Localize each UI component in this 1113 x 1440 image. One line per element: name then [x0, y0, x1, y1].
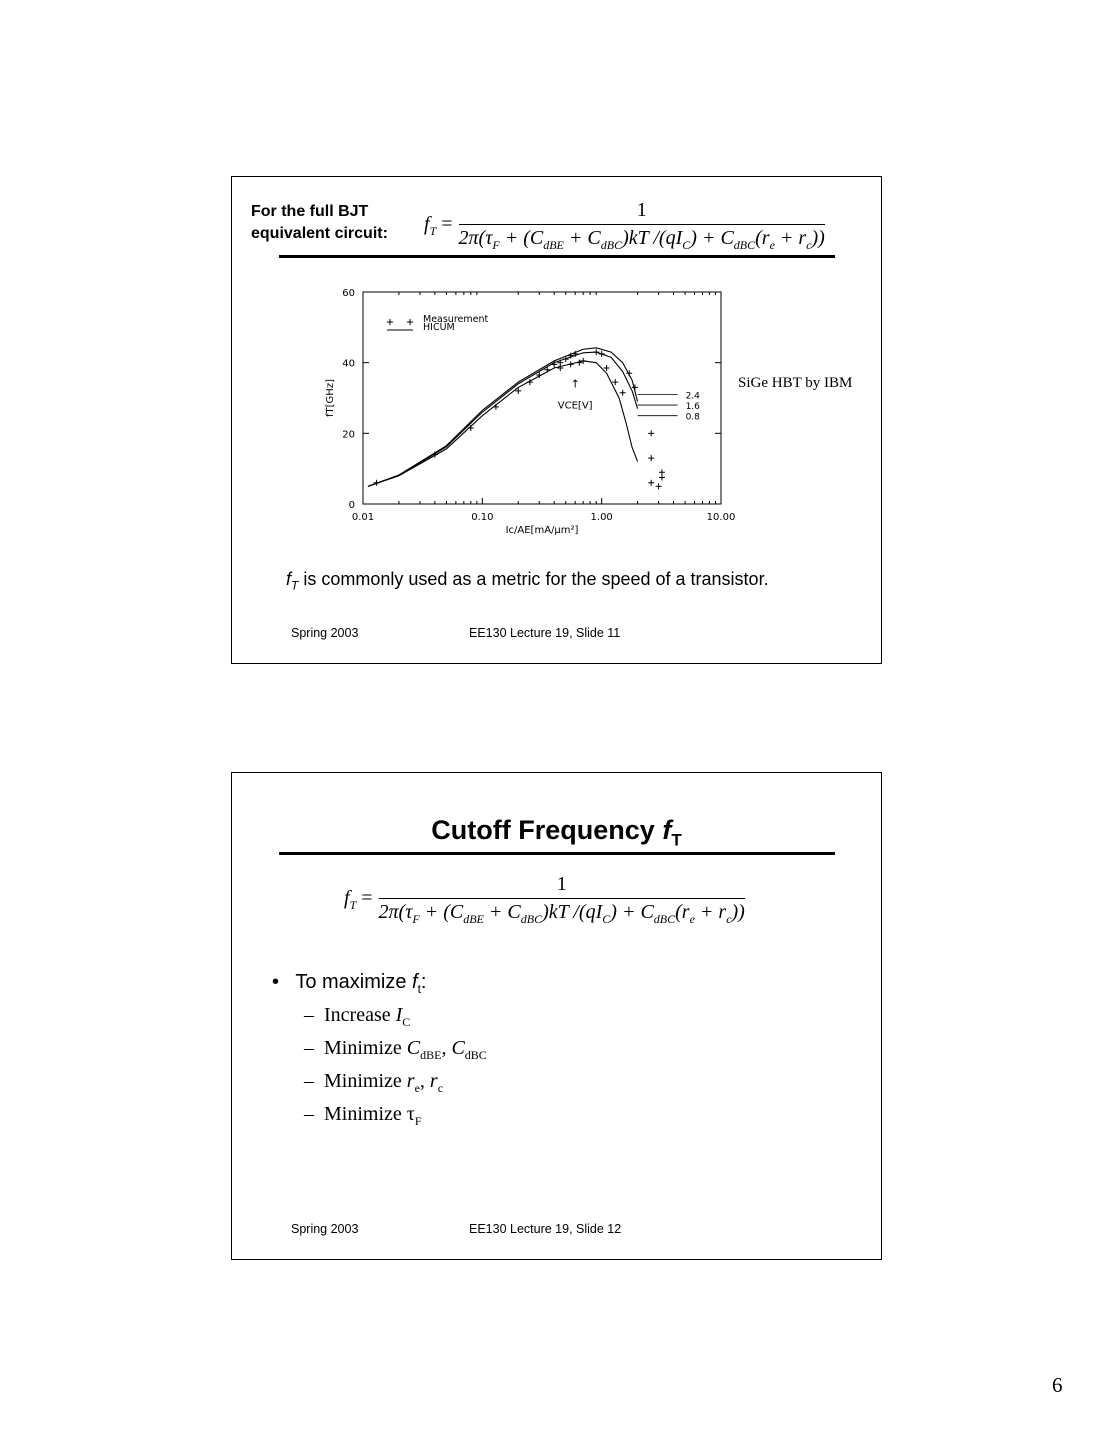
subscript: dBC [600, 238, 623, 252]
equation-denominator [379, 898, 745, 927]
measurement-point [648, 480, 654, 486]
measurement-point [593, 349, 599, 355]
equation-term: Increase [324, 1004, 396, 1026]
measurement-point [620, 390, 626, 396]
equation-term: r [429, 1070, 438, 1092]
legend-hicum: HICUM [423, 322, 455, 333]
y-axis-label: fT[GHz] [325, 379, 336, 417]
measurement-point [648, 430, 654, 436]
subscript: e [414, 1081, 420, 1095]
subscript: dBC [464, 1048, 487, 1062]
bjt-label-line2: equivalent circuit: [251, 225, 388, 242]
x-tick-label: 1.00 [590, 512, 613, 523]
equation-lhs: $f_T$ = [424, 213, 453, 238]
caption: $f_T$ is commonly used as a metric for the speed of a transistor. [286, 569, 769, 593]
subscript: e [689, 912, 695, 926]
measurement-point [604, 365, 610, 371]
series-label: 0.8 [685, 412, 700, 423]
ft-vs-ic-chart [307, 277, 747, 547]
equation-term: Minimize [324, 1037, 407, 1059]
equation-term: + C [483, 901, 521, 923]
equation-term: + (C [419, 901, 464, 923]
subscript: dBE [463, 912, 484, 926]
equation-term: Minimize τ [324, 1103, 415, 1125]
measurement-point [659, 475, 665, 481]
footer-slide: EE130 Lecture 19, Slide 12 [469, 1222, 622, 1236]
subscript: dBC [520, 912, 543, 926]
equation-term: + r [694, 901, 727, 923]
equation-term: ) + C [690, 227, 734, 249]
equation-term: C [451, 1037, 465, 1059]
bullet-item: • To maximize $f_t$: [272, 971, 427, 996]
footer-date: Spring 2003 [291, 626, 359, 640]
equation-term: , [419, 1070, 430, 1092]
measurement-point [557, 360, 563, 366]
subscript: F [412, 912, 420, 926]
equation-term: )) [811, 227, 825, 249]
equation-term: )kT /(qI [542, 901, 603, 923]
legend-measurement: Measurement [423, 314, 489, 325]
legend-measurement-marker [387, 319, 413, 325]
subscript: C [402, 1015, 411, 1029]
subscript: C [682, 238, 691, 252]
equation-term: )kT /(qI [622, 227, 683, 249]
equation-term: r [406, 1070, 415, 1092]
subscript: F [492, 238, 500, 252]
equation-term: I [395, 1004, 403, 1026]
measurement-point [493, 404, 499, 410]
hicum-curve-2.4 [368, 348, 638, 487]
measurement-point [659, 469, 665, 475]
vce-arrow-icon: ↑ [570, 377, 580, 391]
equation-term: , [441, 1037, 452, 1059]
equation-term: ) + C [610, 901, 654, 923]
equation-term: + r [774, 227, 807, 249]
equation-term: C [406, 1037, 421, 1059]
slide-12 [231, 772, 882, 1260]
equation-term: + (C [499, 227, 544, 249]
equation-term: 2π(τ [378, 901, 413, 923]
subscript: dBC [653, 912, 676, 926]
measurement-point [612, 379, 618, 385]
subscript: c [437, 1081, 444, 1095]
vce-annotation: VCE[V] [557, 400, 593, 412]
ft-equation: $f_T$ = $\frac{1}{2\pi(\tau_F + (C_{dBE} + C_{dBC})kT /(qI_C) + C_{dBC}(r_e + r_c))}$ [344, 873, 745, 926]
x-axis-label: Ic/AE[mA/μm²] [505, 525, 579, 536]
equation-term: (r [755, 227, 770, 249]
subscript: c [806, 238, 812, 252]
series-label: 2.4 [685, 391, 700, 402]
slide-11 [231, 176, 882, 664]
measurement-point [374, 480, 380, 486]
y-tick-label: 40 [342, 358, 355, 370]
ft-equation [424, 199, 825, 253]
footer-slide: EE130 Lecture 19, Slide 11 [469, 626, 621, 640]
side-note: SiGe HBT by IBM [738, 375, 853, 391]
measurement-point [656, 483, 662, 489]
measurement-point [632, 384, 638, 390]
subscript: dBE [420, 1048, 442, 1062]
y-tick-label: 60 [342, 288, 355, 299]
bullet-list [272, 971, 487, 1136]
x-tick-label: 10.00 [706, 512, 736, 523]
subscript: dBE [543, 238, 564, 252]
equation-term: 2π(τ [458, 227, 493, 249]
sub-bullet-item: – Increase $I_C$ [304, 1004, 411, 1029]
sub-bullet-item: – Minimize $\tau_F$ [304, 1103, 422, 1128]
equation-term: )) [731, 901, 745, 923]
page-number: 6 [1052, 1373, 1063, 1397]
x-tick-label: 0.10 [471, 512, 494, 523]
subscript: c [726, 912, 732, 926]
title-rule [279, 255, 835, 258]
y-tick-label: 20 [342, 429, 355, 441]
subscript: F [414, 1114, 422, 1128]
equation-term: Minimize [324, 1070, 407, 1092]
x-tick-label: 0.01 [351, 512, 375, 523]
bjt-label [251, 201, 388, 245]
equation-term: (r [675, 901, 690, 923]
hicum-curve-1.6 [368, 352, 638, 486]
sub-bullet-item: – Minimize $C_{dBE}$, $C_{dBC}$ [304, 1037, 487, 1062]
subscript: e [769, 238, 775, 252]
measurement-point [648, 455, 654, 461]
footer-date: Spring 2003 [291, 1222, 359, 1236]
bjt-label-line1: For the full BJT [251, 203, 369, 220]
plot-frame [363, 292, 721, 504]
measurement-point [599, 351, 605, 357]
equation-numerator: 1 [556, 873, 567, 895]
title-rule [279, 852, 835, 855]
equation-numerator: 1 [636, 199, 647, 221]
subscript: C [602, 912, 611, 926]
subscript: dBC [733, 238, 756, 252]
slide-title: Cutoff Frequency $f_T$ [431, 815, 682, 850]
measurement-point [568, 361, 574, 367]
y-tick-label: 0 [348, 500, 355, 511]
sub-bullet-item: – Minimize $r_e$, $r_c$ [304, 1070, 444, 1095]
series-label: 1.6 [685, 402, 700, 413]
hicum-curve-0.8 [368, 361, 638, 486]
equation-term: + C [563, 227, 601, 249]
equation-denominator [459, 224, 825, 253]
